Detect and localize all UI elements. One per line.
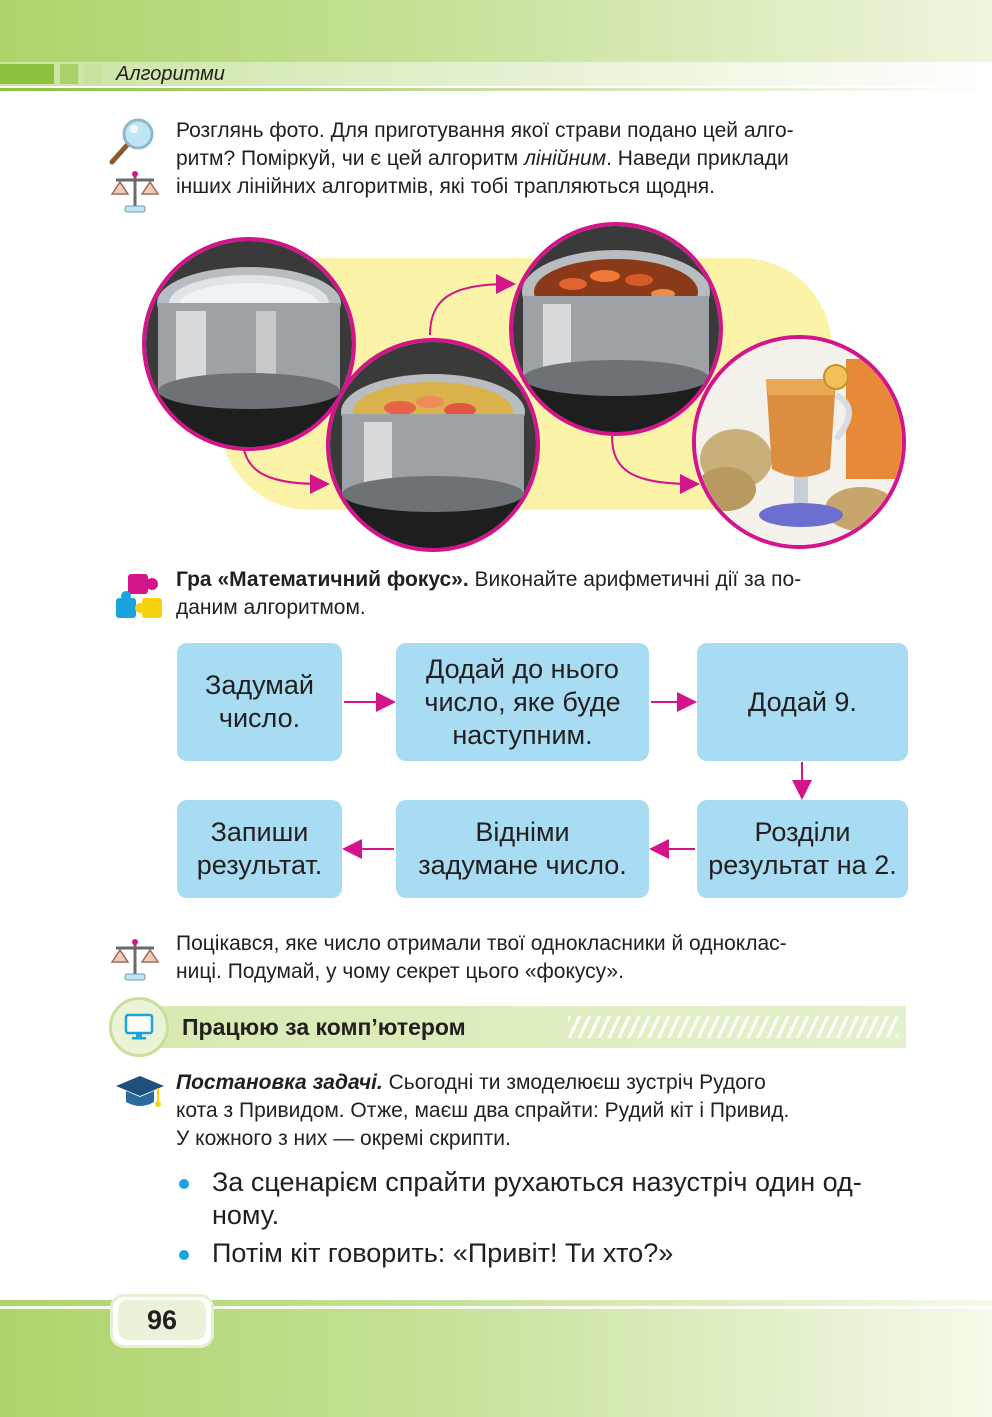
flow-step-6: Запиши результат.	[177, 800, 342, 898]
graduation-cap-icon	[114, 1072, 166, 1112]
photo-cooking-dried-fruit	[509, 222, 723, 436]
section-hatch-decor	[568, 1016, 898, 1038]
flow-step-1: Задумай число.	[177, 643, 342, 761]
bullet-marker	[179, 1179, 189, 1189]
game-line: даним алгоритмом.	[176, 596, 366, 619]
bullet-marker	[179, 1250, 189, 1260]
intro-text: . Наведи приклади	[606, 147, 789, 170]
flow-step-2: Додай до нього число, яке буде наступним.	[396, 643, 649, 761]
flow-step-5: Відніми задумане число.	[396, 800, 649, 898]
flow-step-4: Розділи результат на 2.	[697, 800, 908, 898]
reflection-line: ниці. Подумай, у чому секрет цього «фокусу».	[176, 960, 624, 983]
photo-compote-glass	[692, 335, 906, 549]
task-line	[176, 1069, 916, 1097]
reflection-line: Поцікався, яке число отримали твої однокласники й одноклас-	[176, 932, 787, 955]
game-line	[176, 566, 916, 594]
game-title: Гра «Математичний фокус».	[176, 568, 469, 591]
task-paragraph	[176, 1069, 916, 1153]
task-text: Сьогодні ти змоделюєш зустріч Рудого	[382, 1071, 766, 1094]
bullet-line: Потім кіт говорить: «Привіт! Ти хто?»	[212, 1238, 674, 1268]
monitor-icon	[124, 1012, 154, 1042]
flow-step-3: Додай 9.	[697, 643, 908, 761]
flow-arrows	[0, 600, 992, 920]
task-line: кота з Привидом. Отже, маєш два спрайти: Рудий кіт і Привид.	[176, 1099, 790, 1122]
bullet-line: ному.	[212, 1200, 280, 1230]
arrow-2-to-3	[430, 284, 508, 335]
bullet-item	[212, 1166, 912, 1232]
task-line: У кожного з них — окремі скрипти.	[176, 1127, 511, 1150]
page-number: 96	[118, 1300, 206, 1340]
photo-apples-in-water	[326, 338, 540, 552]
intro-line: інших лінійних алгоритмів, які тобі трапляються щодня.	[176, 175, 716, 198]
intro-text: ритм? Поміркуй, чи є цей алгоритм	[176, 147, 525, 170]
bullet-line: За сценарієм спрайти рухаються назустріч один од-	[212, 1167, 862, 1197]
arrow-3-to-4	[612, 436, 692, 484]
intro-italic-term: лінійним	[524, 147, 607, 170]
intro-line: Розглянь фото. Для приготування якої страви подано цей алго-	[176, 119, 794, 142]
chapter-title: Алгоритми	[116, 63, 225, 85]
reflection-paragraph	[176, 930, 916, 986]
photo-boiling-water	[142, 237, 356, 451]
task-label: Постановка задачі.	[176, 1071, 383, 1094]
section-title: Працюю за комп’ютером	[182, 1014, 466, 1040]
bullet-item	[212, 1237, 912, 1270]
scales-icon	[110, 936, 160, 984]
game-text: Виконайте арифметичні дії за по-	[468, 568, 802, 591]
